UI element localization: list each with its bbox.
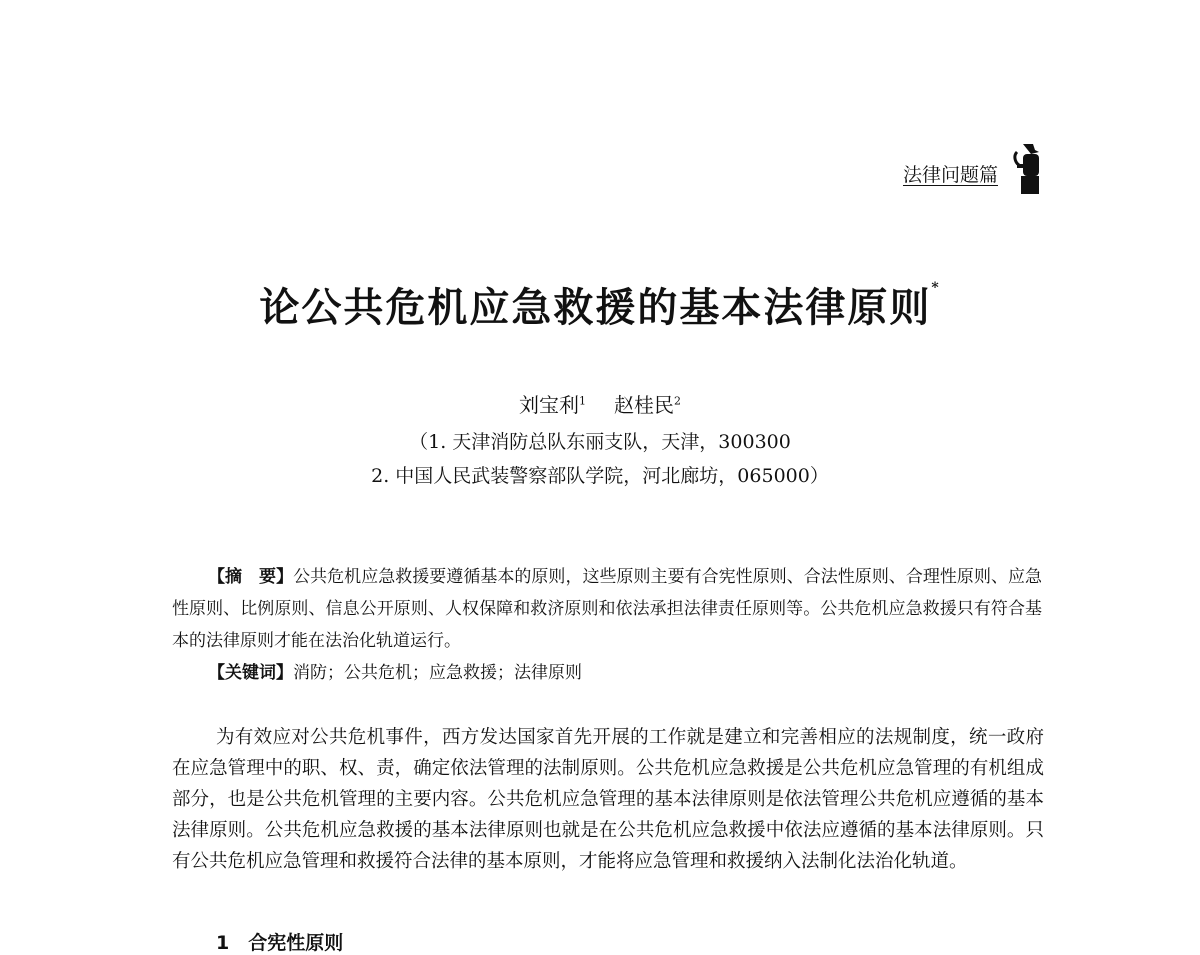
keywords-text: 消防；公共危机；应急救援；法律原则 [293, 663, 582, 683]
section-heading: 1 合宪性原则 [216, 932, 344, 954]
title-footnote-mark: * [931, 280, 941, 296]
body-paragraph: 为有效应对公共危机事件，西方发达国家首先开展的工作就是建立和完善相应的法规制度，统一政府在应急管理中的职、权、责，确定依法管理的法制原则。公共危机应急救援是公共危机应急管理的有机组成部分，也是公共危机管理的主要内容。公共危机应急管理的基本法律原则是依法管理公共危机应遵循的基本法律原则。公共危机应急救援的基本法律原则也就是在公共危机应急救援中依法应遵循的基本法律原则。只有公共危机应急管理和救援符合法律的基本原则，才能将应急管理和救援纳入法制化法治化轨道。 [172, 727, 1044, 872]
author-name: 刘宝利 [519, 393, 579, 417]
author-line [0, 389, 1200, 418]
affiliation-line: 2. 中国人民武装警察部队学院，河北廊坊，065000） [371, 465, 829, 487]
page-title: 论公共危机应急救援的基本法律原则* [259, 280, 941, 331]
author-name: 赵桂民 [614, 393, 674, 417]
abstract-text: 公共危机应急救援要遵循基本的原则，这些原则主要有合宪性原则、合法性原则、合理性原则、应急性原则、比例原则、信息公开原则、人权保障和救济原则和依法承担法律责任原则等。公共危机应急救援只有符合基本的法律原则才能在法治化轨道运行。 [172, 567, 1043, 651]
section-header: 法律问题篇 [902, 164, 998, 186]
abstract-label: 【摘 要】 [208, 567, 294, 587]
affiliation-line: （1. 天津消防总队东丽支队，天津，300300 [409, 431, 791, 453]
keywords-label: 【关键词】 [208, 663, 293, 683]
keywords [172, 657, 1042, 689]
author-affil-mark: 2 [674, 394, 681, 408]
author-affil-mark: 1 [579, 394, 586, 408]
abstract [172, 561, 1042, 657]
fire-extinguisher-icon [1009, 140, 1045, 196]
